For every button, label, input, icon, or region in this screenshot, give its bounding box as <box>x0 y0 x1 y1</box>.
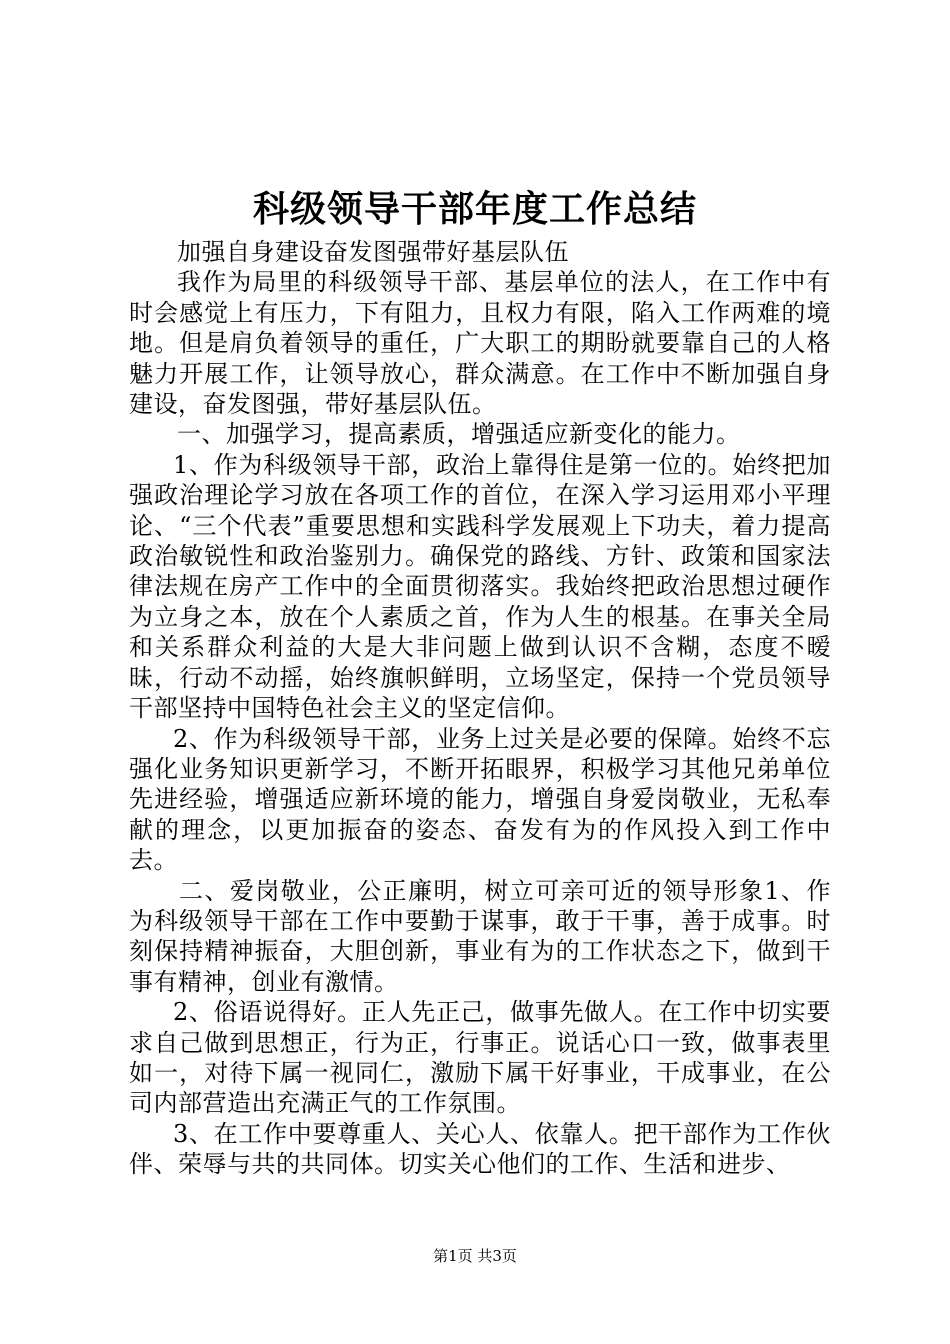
document-body <box>129 237 831 1180</box>
page-footer: 第1页 共3页 <box>433 1247 517 1265</box>
section-heading-2: 二、爱岗敬业，公正廉明，树立可亲可近的领导形象1、作为科级领导干部在工作中要勤于谋事，敢于干事，善于成事。时刻保持精神振奋，大胆创新，事业有为的工作状态之下，做到干事有精神，创业有激情。 <box>129 876 831 996</box>
document-title: 科级领导干部年度工作总结 <box>252 188 697 230</box>
intro-paragraph: 我作为局里的科级领导干部、基层单位的法人，在工作中有时会感觉上有压力，下有阻力，且权力有限，陷入工作两难的境地。但是肩负着领导的重任，广大职工的期盼就要靠自己的人格魅力开展工作，让领导放心，群众满意。在工作中不断加强自身建设，奋发图强，带好基层队伍。 <box>129 268 831 419</box>
paragraph-1-2: 2、作为科级领导干部，业务上过关是必要的保障。始终不忘强化业务知识更新学习，不断开拓眼界，积极学习其他兄弟单位先进经验，增强适应新环境的能力，增强自身爱岗敬业，无私奉献的理念，以更加振奋的姿态、奋发有为的作风投入到工作中去。 <box>129 724 831 875</box>
subtitle-paragraph: 加强自身建设奋发图强带好基层队伍 <box>177 238 569 266</box>
paragraph-2-3: 3、在工作中要尊重人、关心人、依靠人。把干部作为工作伙伴、荣辱与共的共同体。切实关心他们的工作、生活和进步、 <box>129 1119 831 1179</box>
paragraph-1-1: 1、作为科级领导干部，政治上靠得住是第一位的。始终把加强政治理论学习放在各项工作的首位，在深入学习运用邓小平理论、“三个代表”重要思想和实践科学发展观上下功夫，着力提高政治敏锐性和政治鉴别力。确保党的路线、方针、政策和国家法律法规在房产工作中的全面贯彻落实。我始终把政治思想过硬作为立身之本，放在个人素质之首，作为人生的根基。在事关全局和关系群众利益的大是大非问题上做到认识不含糊，态度不暧昧，行动不动摇，始终旗帜鲜明，立场坚定，保持一个党员领导干部坚持中国特色社会主义的坚定信仰。 <box>129 450 831 723</box>
paragraph-2-2: 2、俗语说得好。正人先正己，做事先做人。在工作中切实要求自己做到思想正，行为正，行事正。说话心口一致，做事表里如一，对待下属一视同仁，激励下属干好事业，干成事业，在公司内部营造出充满正气的工作氛围。 <box>129 998 831 1118</box>
section-heading-1: 一、加强学习，提高素质，增强适应新变化的能力。 <box>177 420 741 449</box>
